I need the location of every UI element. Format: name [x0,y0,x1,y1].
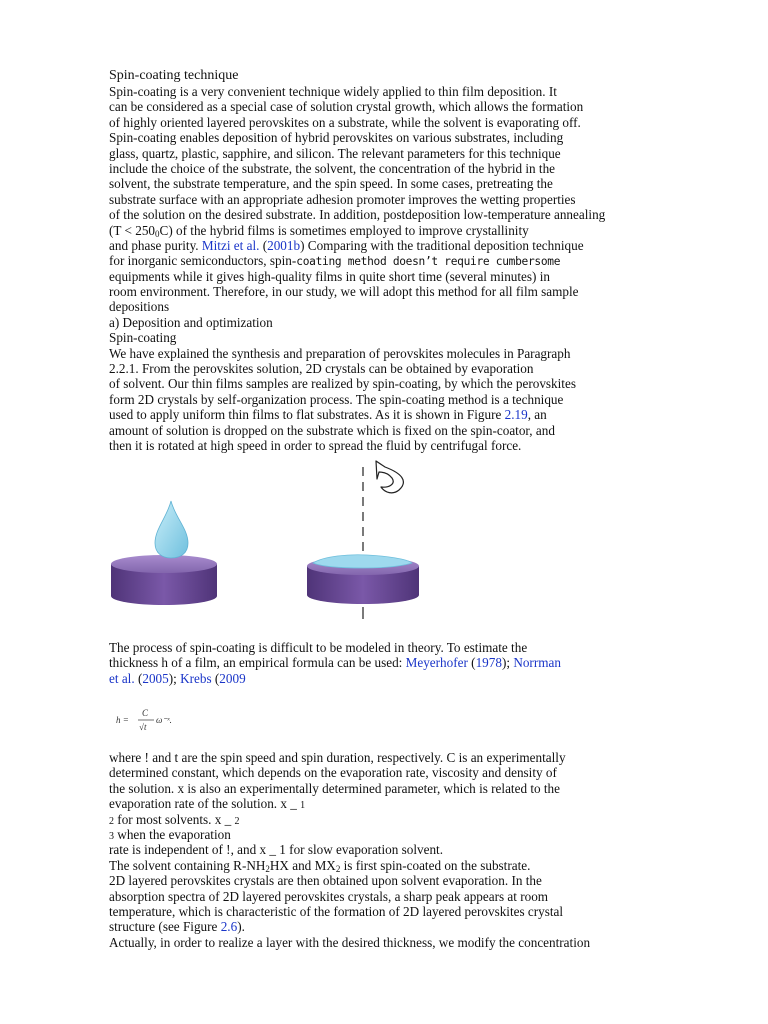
text-span: ( [211,670,220,686]
text-span: HX and MX [269,857,336,873]
text-span: for most solvents. x _ [114,811,235,827]
text-span: and phase purity. [109,237,202,253]
text-line: 2D layered perovskites crystals are then obtained upon solvent evaporation. In the [109,873,542,889]
citation-link-mitzi[interactable]: Mitzi et al. [201,237,260,253]
citation-link-2009[interactable]: 2009 [219,670,246,686]
subsection-heading: Spin-coating [109,330,177,346]
text-span: ); [501,655,514,671]
text-span: ( [134,670,143,686]
text-line: equipments while it gives high-quality films in quite short time (several minutes) in [109,268,550,284]
text-line [109,827,669,842]
text-span: ). [237,919,245,935]
text-span: , an [527,407,547,423]
paragraph-3 [109,750,669,950]
text-span: structure (see Figure [109,919,221,935]
text-line [109,812,669,827]
text-span: for inorganic semiconductors, spin- [109,253,297,269]
text-line: substrate surface with an appropriate adhesion promoter improves the wetting properties [109,191,576,207]
text-line [109,223,669,238]
text-line: the solution. x is also an experimentally determined parameter, which is related to the [109,780,561,796]
citation-link-2005[interactable]: 2005 [142,670,169,686]
spin-coating-figure [109,457,429,622]
text-line [109,407,669,422]
text-line: can be considered as a special case of solution crystal growth, which allows the formation [109,99,584,115]
formula-tail: ω⁻ˣ. [156,715,172,725]
text-line: determined constant, which depends on the evaporation rate, viscosity and density of [109,765,557,781]
text-line: form 2D crystals by self-organization process. The spin-coating method is a technique [109,391,564,407]
text-line: 2.2.1. From the perovskites solution, 2D crystals can be obtained by evaporation [109,361,534,377]
text-line: Actually, in order to realize a layer with the desired thickness, we modify the concentration [109,934,591,950]
subscript: 2 [335,863,341,874]
text-line: then it is rotated at high speed in order to spread the fluid by centrifugal force. [109,437,522,453]
formula-numerator: C [142,708,149,718]
text-line: We have explained the synthesis and preparation of perovskites molecules in Paragraph [109,345,571,361]
text-line: of the solution on the desired substrate. In addition, postdeposition low-temperature annealing [109,207,606,223]
text-line: of highly oriented layered perovskites on a substrate, while the solvent is evaporating off. [109,114,581,130]
text-span: used to apply uniform thin films to flat substrates. As it is shown in Figure [109,407,505,423]
text-line: Spin-coating is a very convenient technique widely applied to thin film deposition. It [109,84,557,99]
text-span: is first spin-coated on the substrate. [340,857,531,873]
citation-link-et-al[interactable]: et al. [109,670,135,686]
subscript: 2 [265,863,270,874]
text-line: temperature, which is characteristic of the formation of 2D layered perovskites crystal [109,903,564,919]
figure-link-2-6[interactable]: 2.6 [220,919,238,935]
thickness-formula [116,706,196,736]
text-line: glass, quartz, plastic, sapphire, and silicon. The relevant parameters for this technique [109,145,561,161]
text-line: where ! and t are the spin speed and spin duration, respectively. C is an experimentally [109,750,566,765]
small-number: 1 [300,800,306,812]
text-line [109,671,669,686]
text-line [109,919,669,934]
main-text [109,68,669,453]
text-span: C) of the hybrid films is sometimes employed to improve crystallinity [159,222,529,238]
mono-text-span: coating method doesn’t require cumbersome [296,255,561,269]
citation-link-2001b[interactable]: 2001b [267,237,301,253]
paragraph-2 [109,640,669,686]
text-span: ( [467,655,476,671]
section-title: Spin-coating technique [109,68,239,83]
text-line: depositions [109,299,170,315]
citation-link-meyerhofer[interactable]: Meyerhofer [405,655,468,671]
text-span: (T < 250 [109,222,156,238]
text-line [109,238,669,253]
text-line: include the choice of the substrate, the solvent, the concentration of the hybrid in the [109,160,556,176]
text-span: evaporation rate of the solution. x _ [109,796,301,812]
text-line [109,796,669,811]
text-span: ( [259,237,268,253]
text-line: rate is independent of !, and x _ 1 for slow evaporation solvent. [109,842,443,858]
text-line [109,858,669,873]
text-line: Spin-coating enables deposition of hybrid perovskites on various substrates, including [109,130,564,146]
text-line: of solvent. Our thin films samples are realized by spin-coating, by which the perovskites [109,376,576,392]
text-span: ) Comparing with the traditional deposition technique [300,237,584,253]
text-line: amount of solution is dropped on the substrate which is fixed on the spin-coator, and [109,422,555,438]
text-span: ); [168,670,181,686]
text-span: when the evaporation [114,826,231,842]
text-line: absorption spectra of 2D layered perovskites crystals, a sharp peak appears at room [109,888,549,904]
citation-link-norrman[interactable]: Norrman [513,655,561,671]
formula-denominator: √t [139,722,147,732]
citation-link-krebs[interactable]: Krebs [180,670,212,686]
small-number: 2 [234,815,240,827]
left-substrate-disc [111,555,217,605]
text-line [109,655,669,670]
text-line: room environment. Therefore, in our study, we will adopt this method for all film sample [109,284,579,300]
solution-droplet [155,501,188,558]
spread-film [313,555,412,568]
citation-link-1978[interactable]: 1978 [475,655,502,671]
small-number: 3 [109,830,114,842]
formula-lhs: h = [116,715,129,725]
subsection-heading: a) Deposition and optimization [109,314,273,330]
rotation-arrow-icon [376,461,403,493]
small-number: 2 [109,815,114,827]
text-line: solvent, the substrate temperature, and the spin speed. In some cases, pretreating the [109,176,553,192]
figure-link-2-19[interactable]: 2.19 [504,407,528,423]
text-line: The process of spin-coating is difficult to be modeled in theory. To estimate the [109,640,528,655]
text-line [109,253,669,268]
text-span: thickness h of a film, an empirical formula can be used: [109,655,406,671]
subscript: 0 [155,228,160,239]
text-span: The solvent containing R-NH [109,857,266,873]
